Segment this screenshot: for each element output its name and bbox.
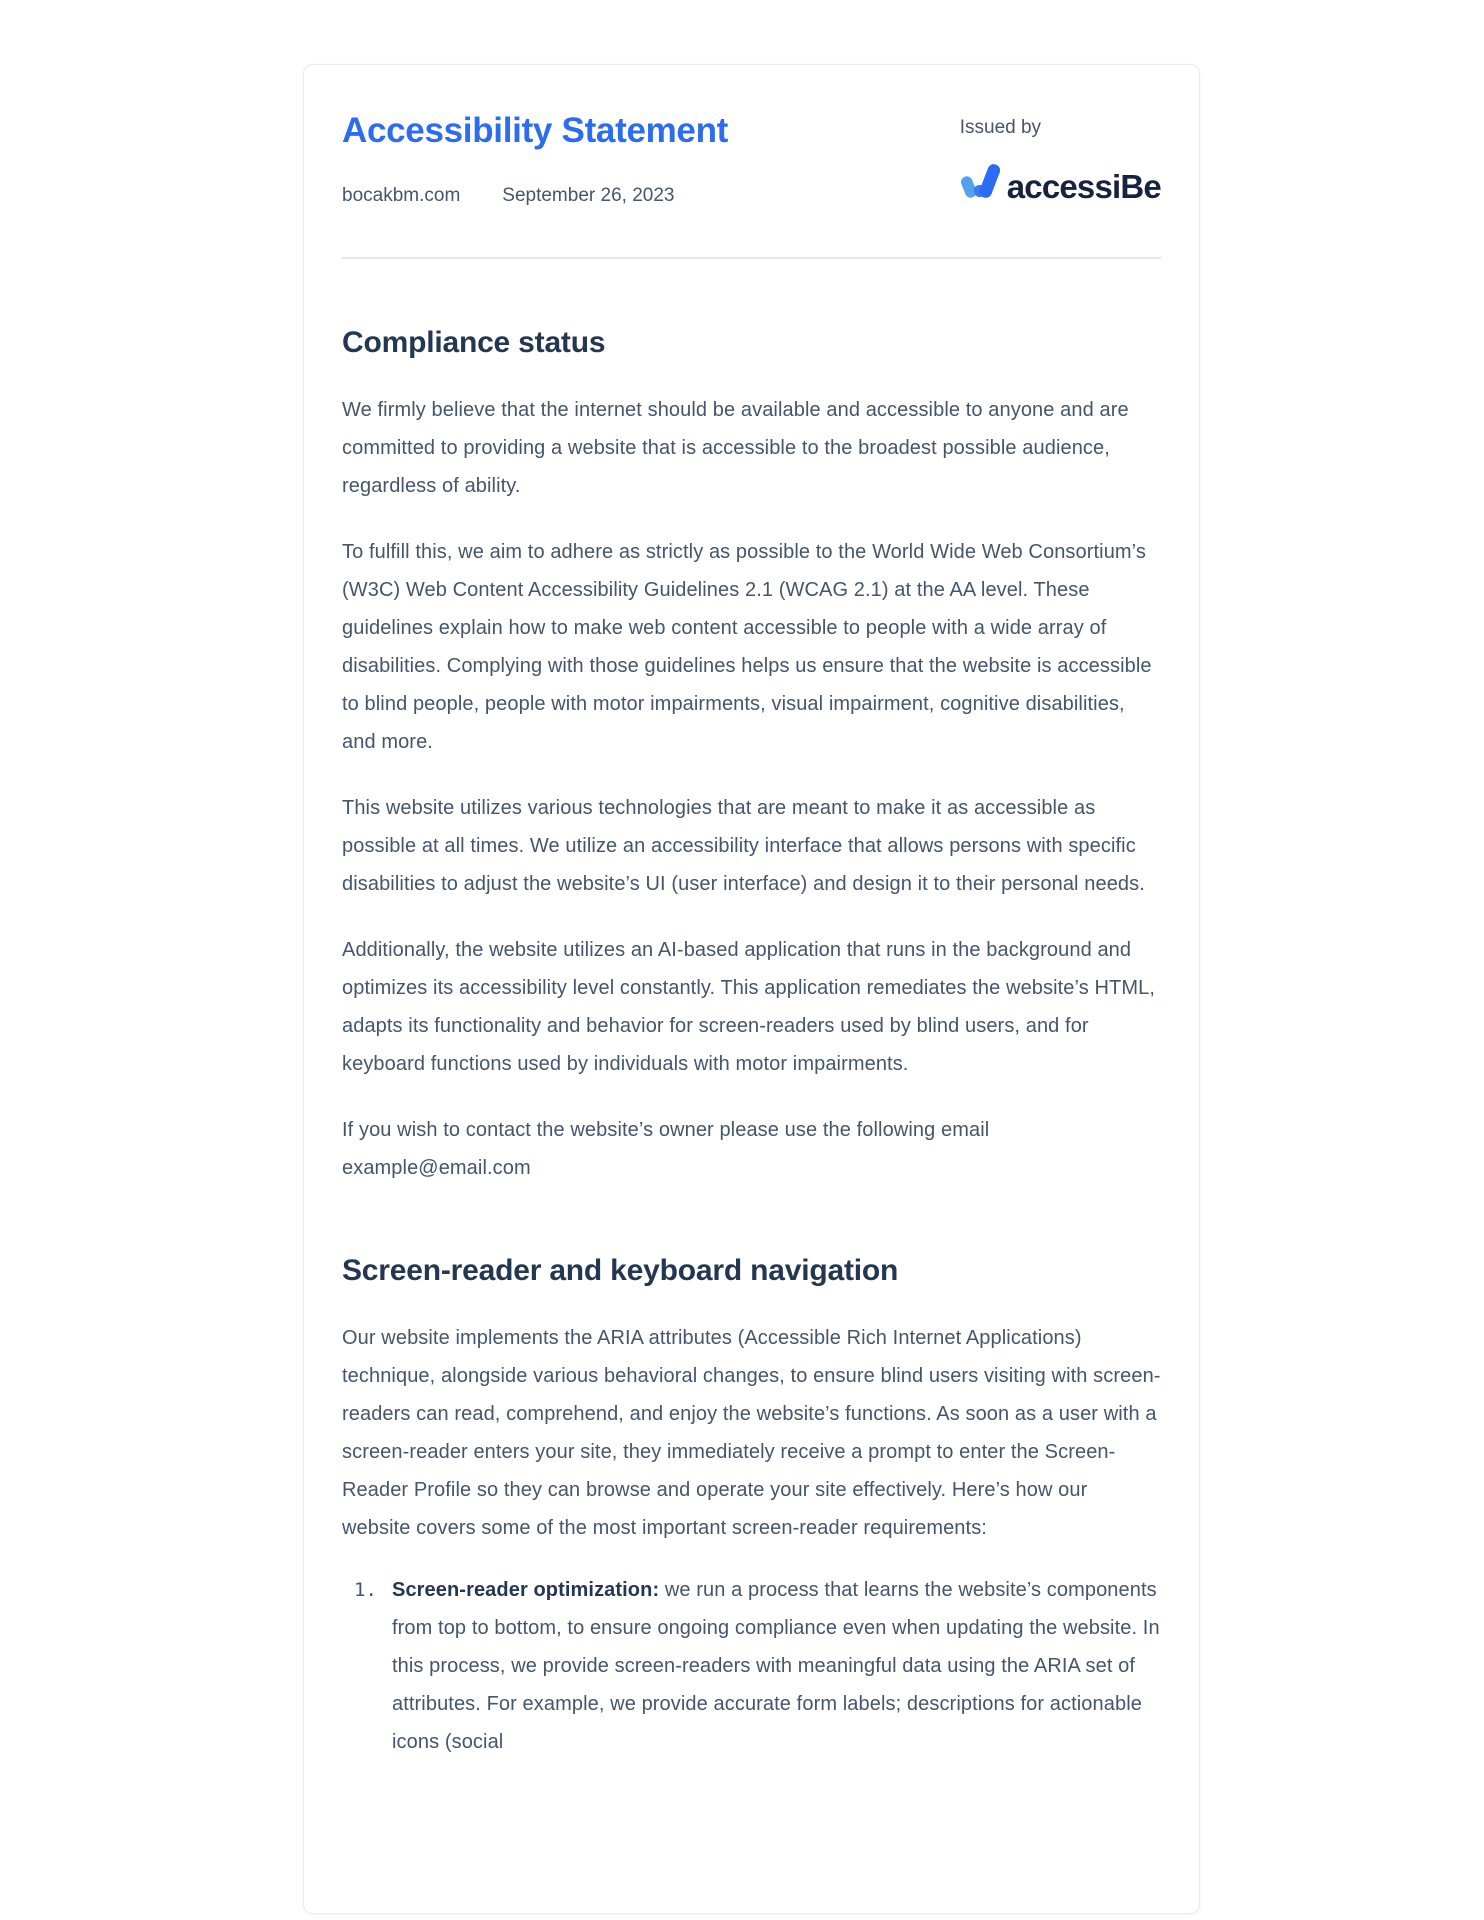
section-heading-screen-reader: Screen-reader and keyboard navigation	[342, 1254, 899, 1287]
issued-by-block	[960, 109, 1161, 204]
list-item	[342, 1571, 1161, 1761]
site-domain: bocakbm.com	[342, 185, 461, 206]
meta-row	[342, 183, 728, 209]
issued-by-label: Issued by	[959, 117, 1042, 138]
paragraph: Additionally, the website utilizes an AI-based application that runs in the background and optimizes its accessibility level constantly. This application remediates the website’s HTML, adapts its functionality and behavior for screen-readers used by blind users, and for keyboard functions used by individuals with motor impairments.	[342, 939, 1155, 1075]
requirements-list	[342, 1571, 1161, 1761]
section-heading-compliance: Compliance status	[342, 326, 606, 359]
issue-date: September 26, 2023	[502, 185, 675, 206]
header-divider	[342, 257, 1161, 259]
paragraph: To fulfill this, we aim to adhere as strictly as possible to the World Wide Web Consortium’s (W3C) Web Content Accessibility Guidelines 2.1 (WCAG 2.1) at the AA level. These guidelines explain how to make web content accessible to people with a wide array of disabilities. Complying with those guidelines helps us ensure that the website is accessible to blind people, people with motor impairments, visual impairment, cognitive disabilities, and more.	[342, 541, 1152, 753]
paragraph: This website utilizes various technologies that are meant to make it as accessible as possible at all times. We utilize an accessibility interface that allows persons with specific disabilities to adjust the website’s UI (user interface) and design it to their personal needs.	[342, 797, 1145, 895]
accessibe-logo-text: accessiBe	[1006, 168, 1161, 205]
paragraph: If you wish to contact the website’s owner please use the following email example@email.com	[342, 1119, 990, 1179]
statement-card	[303, 64, 1200, 1914]
card-header	[342, 109, 1161, 209]
accessibe-checkmark-icon	[960, 163, 1000, 204]
list-item-body	[392, 1571, 1161, 1761]
page-title: Accessibility Statement	[342, 111, 729, 150]
list-item-number: 1.	[354, 1579, 377, 1601]
list-item-title: Screen-reader optimization:	[392, 1579, 660, 1601]
section-compliance	[342, 325, 1161, 1187]
accessibe-logo[interactable]	[960, 163, 1161, 204]
section-screen-reader	[342, 1253, 1161, 1761]
paragraph: Our website implements the ARIA attributes (Accessible Rich Internet Applications) technique, alongside various behavioral changes, to ensure blind users visiting with screen-readers can read, comprehend, and enjoy the website’s functions. As soon as a user with a screen-reader enters your site, they immediately receive a prompt to enter the Screen-Reader Profile so they can browse and operate your site effectively. Here’s how our website covers some of the most important screen-reader requirements:	[342, 1327, 1161, 1539]
paragraph: We firmly believe that the internet should be available and accessible to anyone and are committed to providing a website that is accessible to the broadest possible audience, regardless of ability.	[342, 399, 1129, 497]
list-item-text: we run a process that learns the website’s components from top to bottom, to ensure ongoing compliance even when updating the website. In this process, we provide screen-readers with meaningful data using the ARIA set of attributes. For example, we provide accurate form labels; descriptions for actionable icons (social	[392, 1579, 1160, 1753]
title-block	[342, 109, 728, 209]
